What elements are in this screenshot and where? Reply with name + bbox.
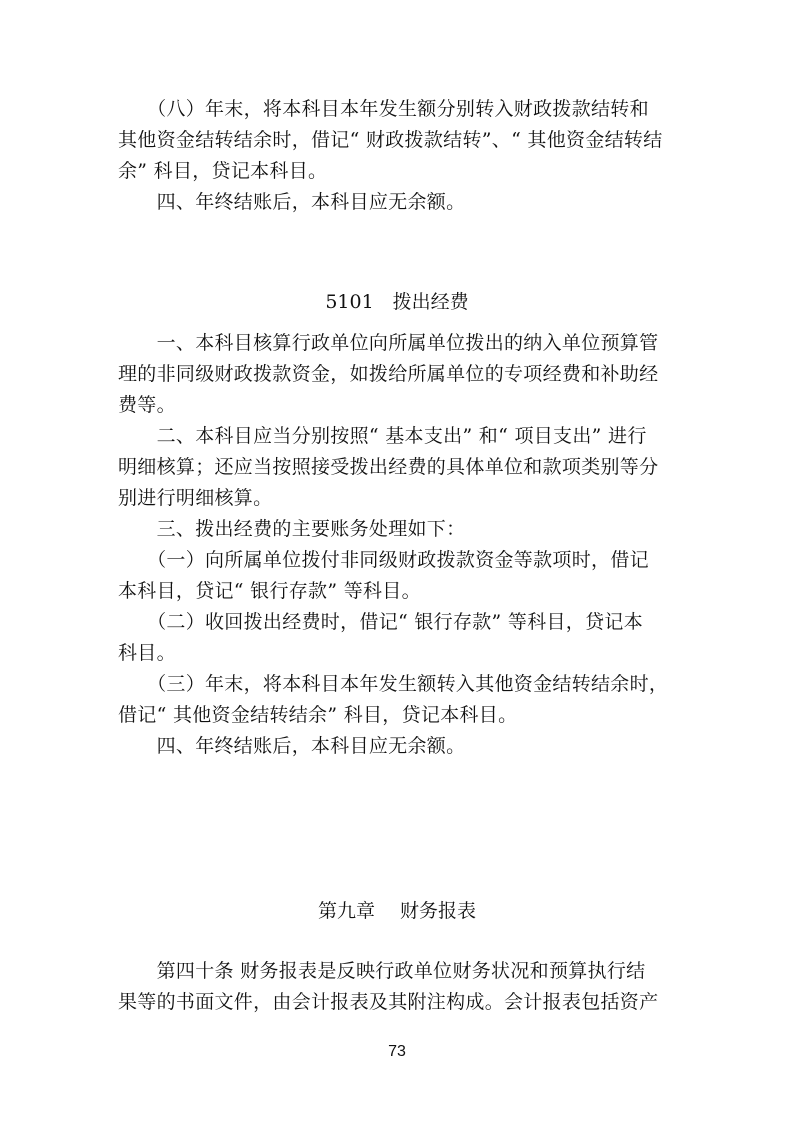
- paragraph-line: （一）向所属单位拨付非同级财政拨款资金等款项时，借记: [118, 549, 649, 571]
- paragraph-line: 一、本科目核算行政单位向所属单位拨出的纳入单位预算管: [118, 332, 659, 354]
- chapter-heading: 第九章 财务报表: [317, 900, 477, 922]
- paragraph-line: （三）年末，将本科目本年发生额转入其他资金结转结余时，: [118, 673, 669, 695]
- paragraph-line: 余” 科目，贷记本科目。: [118, 160, 328, 182]
- section-allocated-funds: [118, 328, 676, 762]
- paragraph-line: 别进行明细核算。: [118, 487, 273, 509]
- paragraph-line: 借记“ 其他资金结转结余” 科目，贷记本科目。: [118, 704, 518, 726]
- paragraph-line: 三、拨出经费的主要账务处理如下：: [118, 518, 466, 540]
- section-financial-statements: [118, 956, 676, 1018]
- account-heading: 5101 拨出经费: [325, 291, 469, 313]
- paragraph-line: 四、年终结账后，本科目应无余额。: [118, 191, 466, 213]
- paragraph-line: 其他资金结转结余时，借记“ 财政拨款结转”、“ 其他资金结转结: [118, 129, 663, 151]
- paragraph-line: （二）收回拨出经费时，借记“ 银行存款” 等科目，贷记本: [118, 611, 644, 633]
- paragraph-line: 果等的书面文件，由会计报表及其附注构成。会计报表包括资产: [118, 991, 659, 1013]
- paragraph-line: 四、年终结账后，本科目应无余额。: [118, 735, 466, 757]
- paragraph-line: 明细核算；还应当按照接受拨出经费的具体单位和款项类别等分: [118, 456, 659, 478]
- paragraph-line: 科目。: [118, 642, 176, 664]
- page-number: 73: [388, 1043, 406, 1060]
- paragraph-line: 费等。: [118, 394, 176, 416]
- paragraph-line: 理的非同级财政拨款资金，如拨给所属单位的专项经费和补助经: [118, 363, 659, 385]
- section-year-end-transfer: [118, 94, 676, 218]
- paragraph-line: 本科目，贷记“ 银行存款” 等科目。: [118, 580, 421, 602]
- paragraph-line: 二、本科目应当分别按照“ 基本支出” 和“ 项目支出” 进行: [118, 425, 647, 447]
- paragraph-line: （八）年末，将本科目本年发生额分别转入财政拨款结转和: [118, 98, 649, 120]
- paragraph-line: 第四十条 财务报表是反映行政单位财务状况和预算执行结: [118, 960, 646, 982]
